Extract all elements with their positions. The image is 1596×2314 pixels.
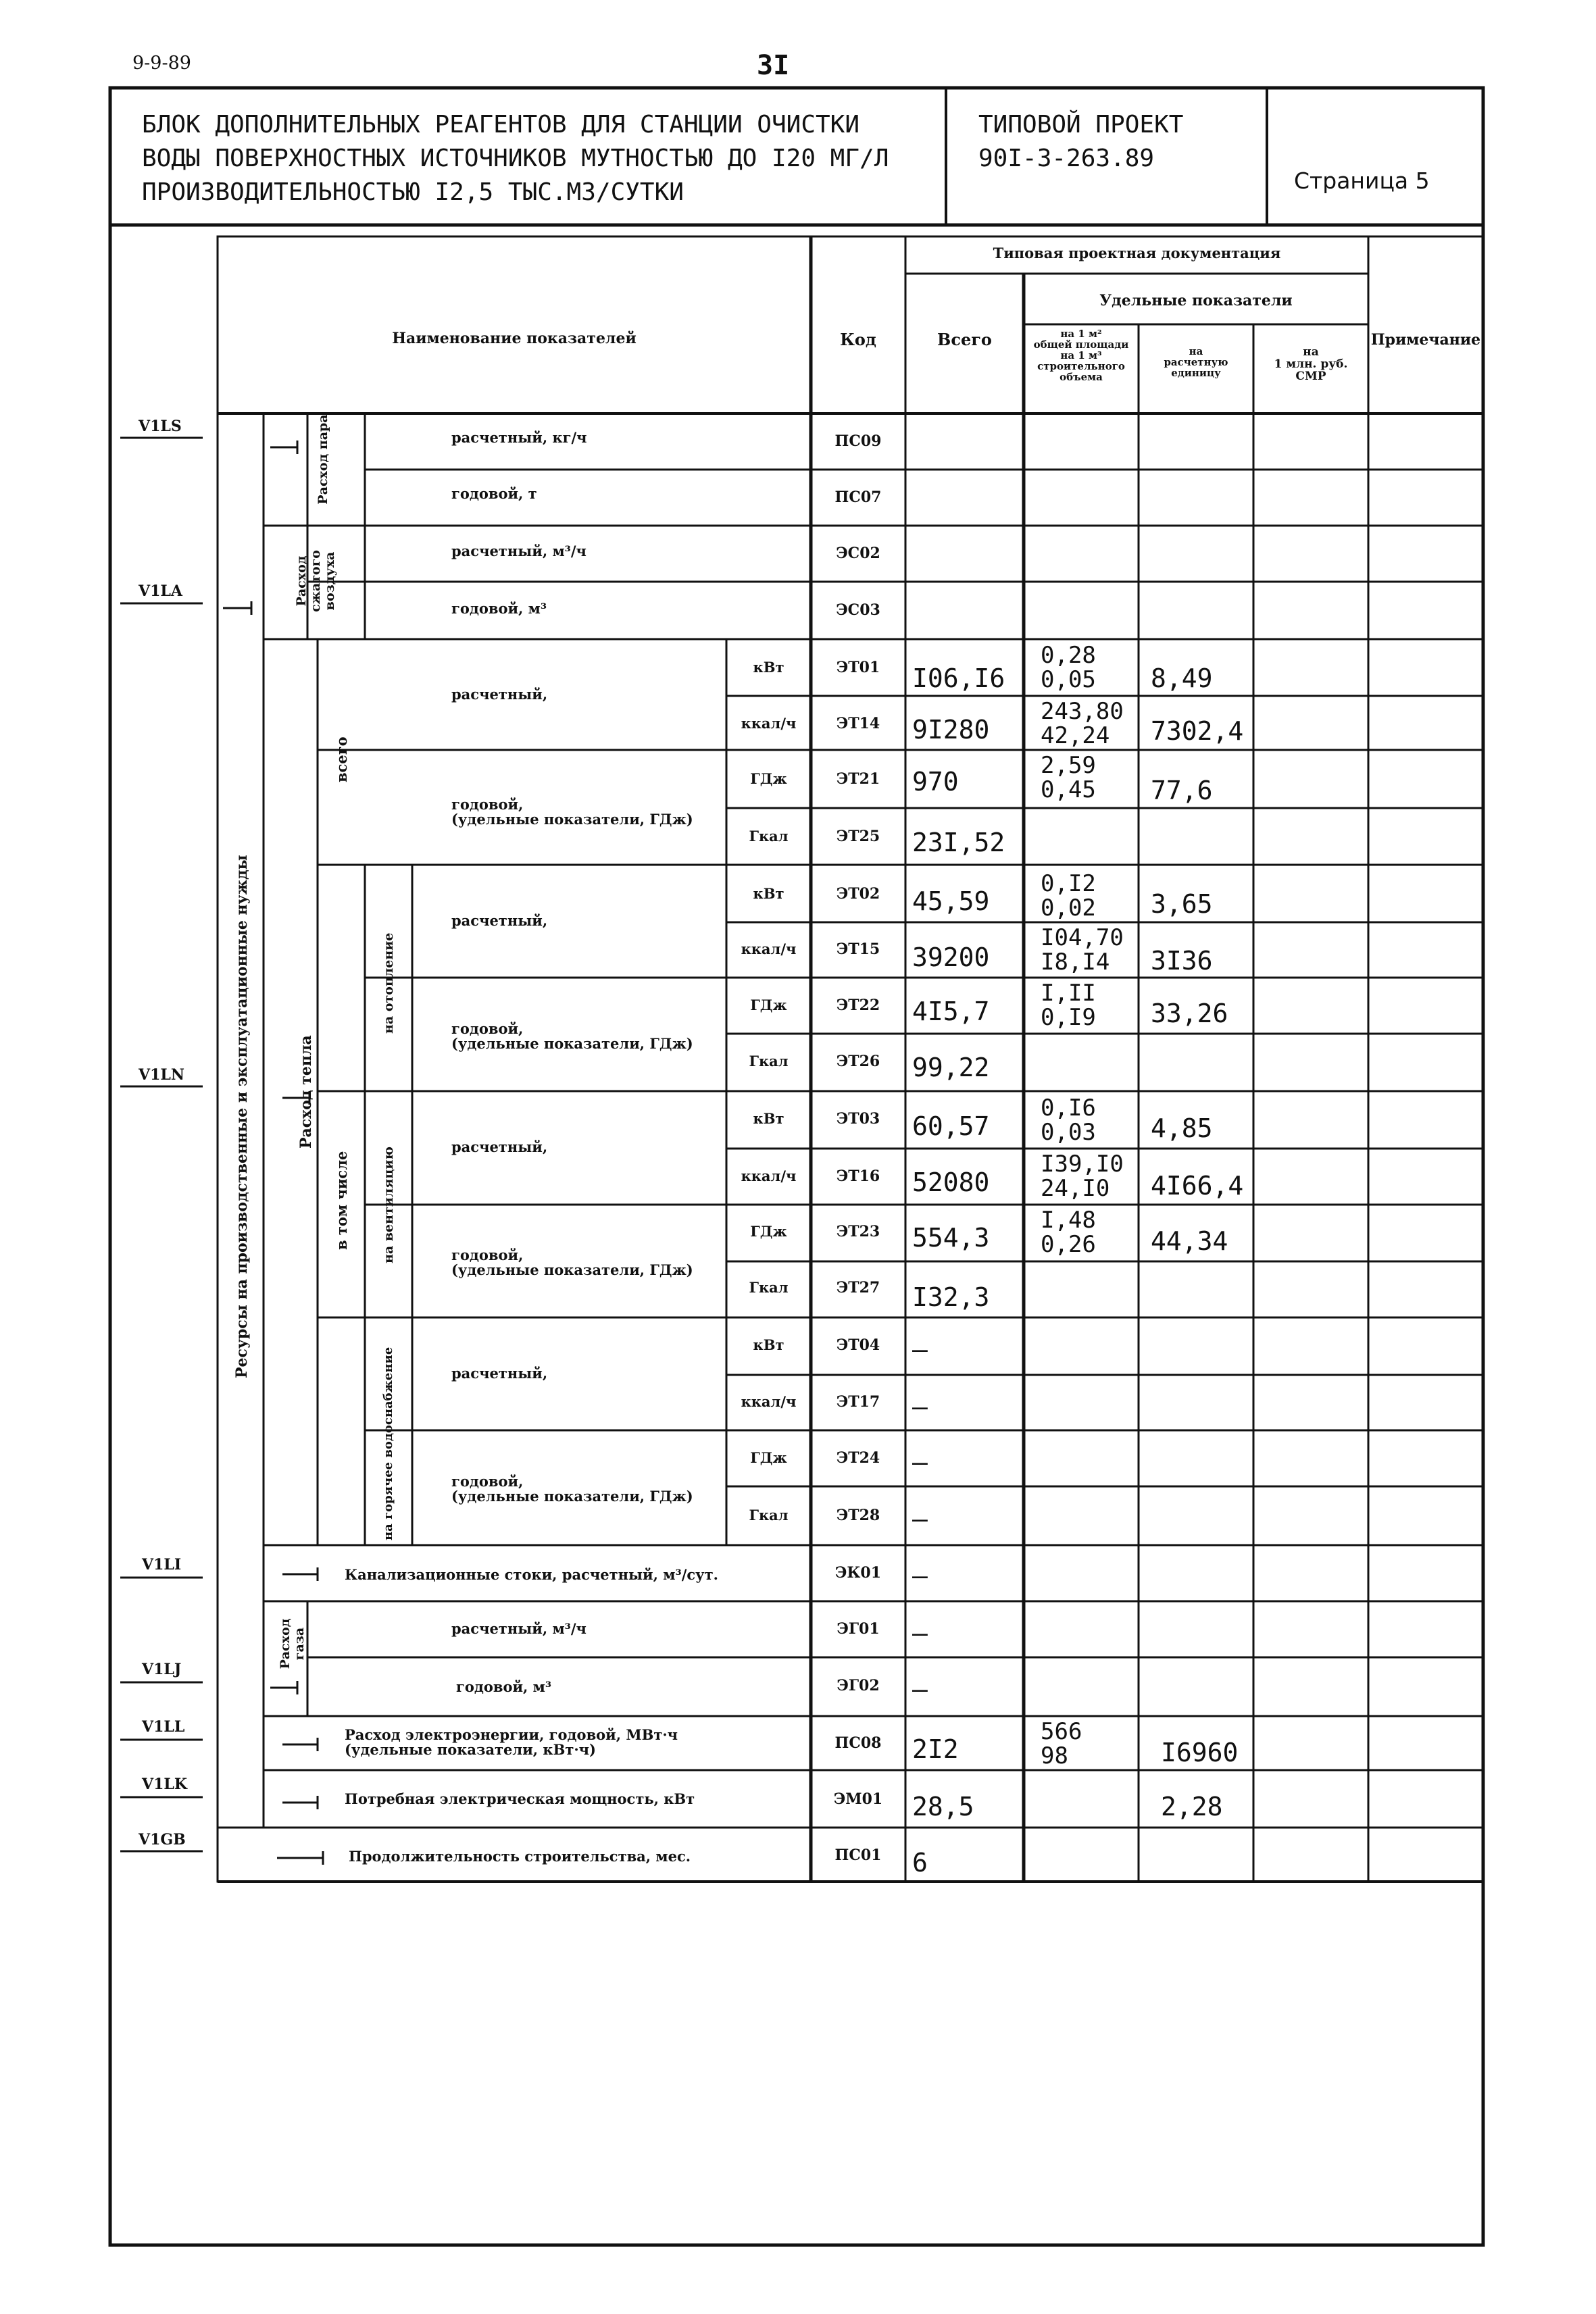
header-spec-per-m2-line: общей площади (1033, 338, 1129, 351)
row-code: ПС07 (834, 488, 882, 506)
row-unit: Гкал (749, 1279, 789, 1296)
row-spec-per-unit: 3I36 (1151, 946, 1213, 976)
group-hot-water: на горячее водоснабжение (381, 1347, 395, 1540)
header-spec-per-unit-line: единицу (1171, 367, 1221, 379)
header-spec-per-unit (1139, 346, 1253, 378)
title-line-1: БЛОК ДОПОЛНИТЕЛЬНЫХ РЕАГЕНТОВ ДЛЯ СТАНЦИИ ОЧИСТКИ (142, 111, 860, 139)
row-total: 52080 (912, 1167, 990, 1197)
row-label-note: (удельные показатели, ГДж) (451, 811, 693, 828)
spec-per-m3-value: 0,26 (1041, 1231, 1096, 1258)
sheet-number: 3I (757, 50, 790, 81)
row-unit: Гкал (749, 1507, 789, 1524)
row-label: годовой, м³ (456, 1678, 552, 1695)
header-spec-per-mln-line: СМР (1295, 370, 1326, 383)
row-code: ЭТ23 (836, 1223, 880, 1240)
row-code: ЭТ04 (836, 1336, 880, 1354)
spec-per-m2-value: I,II (1041, 980, 1096, 1007)
row-code: ПС09 (834, 432, 882, 450)
row-spec-per-unit: 2,28 (1161, 1792, 1223, 1821)
title-line-3: ПРОИЗВОДИТЕЛЬНОСТЬЮ I2,5 ТЫС.МЗ/СУТКИ (142, 178, 684, 206)
row-total: 554,3 (912, 1223, 990, 1253)
spec-per-m3-value: 24,I0 (1041, 1175, 1110, 1202)
row-total: 39200 (912, 942, 990, 972)
spec-per-m2-value: 2,59 (1041, 752, 1096, 779)
row-total: 45,59 (912, 886, 990, 916)
row-spec-per-m2 (1041, 926, 1124, 974)
row-code: ЭТ26 (836, 1053, 880, 1070)
spec-per-m3-value: 0,03 (1041, 1119, 1096, 1146)
row-code: ЭТ02 (836, 885, 880, 903)
spec-per-m3-value: 0,02 (1041, 895, 1096, 922)
spec-per-m2-value: I,48 (1041, 1207, 1096, 1234)
row-code: ЭТ03 (836, 1110, 880, 1128)
row-spec-per-unit: 7302,4 (1151, 716, 1244, 746)
group-steam: Расход пара (316, 414, 330, 505)
row-label: расчетный, м³/ч (451, 1620, 587, 1637)
spec-per-m2-value: I04,70 (1041, 924, 1124, 951)
project-number: 90I-3-263.89 (978, 145, 1155, 172)
row-code: ЭТ01 (836, 659, 880, 676)
row-code: ПС08 (834, 1734, 882, 1752)
header-spec-per-mln-line: 1 млн. руб. (1274, 357, 1348, 371)
spec-per-m2-value: 0,28 (1041, 642, 1096, 669)
row-label: расчетный, м³/ч (451, 543, 587, 559)
row-label-note: (удельные показатели, ГДж) (451, 1488, 693, 1505)
row-spec-per-unit: 4,85 (1151, 1113, 1213, 1143)
group-ventilation: на вентиляцию (381, 1147, 396, 1263)
row-code: ЭТ24 (836, 1449, 880, 1467)
row-total: – (912, 1334, 928, 1364)
row-label-note: (удельные показатели, кВт·ч) (345, 1741, 596, 1758)
side-code: V1LK (142, 1776, 187, 1793)
group-air: Расход сжатого воздуха (294, 550, 337, 612)
row-spec-per-m2 (1041, 753, 1096, 802)
title-line-2: ВОДЫ ПОВЕРХНОСТНЫХ ИСТОЧНИКОВ МУТНОСТЬЮ ДО I20 МГ/Л (142, 145, 889, 172)
row-total: – (912, 1504, 928, 1534)
row-code: ЭТ25 (836, 828, 880, 845)
corner-code: 9-9-89 (132, 53, 191, 74)
spec-per-m3-value: 0,05 (1041, 666, 1096, 693)
row-code: ЭГ01 (837, 1620, 880, 1638)
row-label: расчетный, (451, 912, 548, 929)
row-total: 99,22 (912, 1053, 990, 1082)
row-label-note: (удельные показатели, ГДж) (451, 1261, 693, 1278)
row-spec-per-unit: 4I66,4 (1151, 1171, 1244, 1201)
row-unit: Гкал (749, 828, 789, 845)
side-code: V1LJ (142, 1661, 182, 1678)
spec-per-m2-value: 243,80 (1041, 698, 1124, 725)
row-unit: ккал/ч (741, 940, 797, 957)
row-unit: ккал/ч (741, 1167, 797, 1184)
row-spec-per-unit: I6960 (1161, 1738, 1239, 1767)
row-total: 2I2 (912, 1734, 959, 1764)
spec-per-m2-value: 0,I2 (1041, 870, 1096, 897)
side-code: V1LN (139, 1066, 184, 1084)
row-unit: кВт (753, 1110, 784, 1127)
header-spec-per-m2-line: строительного (1037, 360, 1125, 372)
row-total: 28,5 (912, 1792, 974, 1821)
row-code: ЭТ17 (836, 1393, 880, 1411)
row-label: годовой, (451, 1020, 524, 1037)
row-label-note: (удельные показатели, ГДж) (451, 1035, 693, 1052)
row-label: Потребная электрическая мощность, кВт (345, 1790, 695, 1807)
spec-per-m2-value: I39,I0 (1041, 1151, 1124, 1178)
group-heat: Расход тепла (297, 1035, 315, 1149)
row-code: ЭТ15 (836, 940, 880, 958)
row-label: расчетный, (451, 1138, 548, 1155)
row-label: расчетный, кг/ч (451, 429, 587, 446)
row-label: годовой, м³ (451, 600, 547, 617)
row-code: ЭТ22 (836, 997, 880, 1014)
row-spec-per-unit: 3,65 (1151, 889, 1213, 919)
row-spec-per-m2 (1041, 1096, 1096, 1145)
header-spec-per-unit-line: на (1189, 345, 1203, 357)
row-code: ЭМ01 (833, 1790, 883, 1808)
row-spec-per-m2 (1041, 1208, 1096, 1257)
row-spec-per-m2 (1041, 981, 1096, 1030)
row-label: годовой, (451, 1473, 524, 1490)
row-label: Канализационные стоки, расчетный, м³/сут. (345, 1566, 718, 1583)
header-spec-per-mln (1253, 346, 1368, 382)
row-spec-per-unit: 33,26 (1151, 999, 1228, 1028)
header-name: Наименование показателей (392, 330, 637, 347)
group-gas: Расход газа (278, 1618, 307, 1669)
row-total: I06,I6 (912, 663, 1005, 693)
group-heating: на отопление (381, 932, 396, 1034)
row-code: ЭТ28 (836, 1507, 880, 1524)
row-unit: ГДж (750, 770, 787, 787)
row-unit: кВт (753, 659, 784, 676)
row-total: 60,57 (912, 1111, 990, 1141)
row-code: ПС01 (834, 1846, 882, 1864)
row-code: ЭТ21 (836, 770, 880, 788)
spec-per-m2-value: 566 (1041, 1718, 1082, 1745)
row-unit: ГДж (750, 997, 787, 1013)
group-resources: Ресурсы на производственные и эксплуатационные нужды (233, 855, 251, 1378)
side-code: V1LI (142, 1556, 182, 1574)
row-total: 23I,52 (912, 828, 1005, 857)
row-spec-per-unit: 77,6 (1151, 776, 1213, 805)
row-total: 9I280 (912, 715, 990, 745)
spec-per-m2-value: 0,I6 (1041, 1095, 1096, 1122)
header-spec-per-m2-line: на 1 м³ (1060, 349, 1102, 361)
row-code: ЭС02 (836, 545, 880, 562)
row-label: Продолжительность строительства, мес. (349, 1848, 691, 1865)
row-spec-per-m2 (1041, 1719, 1082, 1768)
row-unit: Гкал (749, 1053, 789, 1070)
side-code: V1LS (139, 418, 182, 435)
row-spec-per-m2 (1041, 699, 1124, 748)
row-total: 970 (912, 767, 959, 797)
row-label: расчетный, (451, 686, 548, 703)
row-spec-per-unit: 8,49 (1151, 663, 1213, 693)
row-total: – (912, 1674, 928, 1704)
side-code: V1GB (139, 1831, 186, 1848)
row-unit: ккал/ч (741, 715, 797, 732)
header-specific-group: Удельные показатели (1099, 292, 1293, 309)
row-total: – (912, 1447, 928, 1477)
spec-per-m3-value: 0,I9 (1041, 1004, 1096, 1031)
row-total: – (912, 1561, 928, 1590)
header-spec-per-mln-line: на (1303, 345, 1319, 359)
project-label: ТИПОВОЙ ПРОЕКТ (978, 111, 1184, 139)
row-label: годовой, (451, 796, 524, 813)
row-spec-per-unit: 44,34 (1151, 1226, 1228, 1256)
row-total: 4I5,7 (912, 997, 990, 1026)
page-label: Страница 5 (1294, 168, 1430, 194)
header-spec-per-m2-line: объема (1059, 371, 1103, 383)
header-spec-per-unit-line: расчетную (1164, 356, 1228, 368)
row-spec-per-m2 (1041, 872, 1096, 920)
row-total: 6 (912, 1848, 928, 1878)
row-label: расчетный, (451, 1365, 548, 1382)
row-code: ЭГ02 (837, 1677, 880, 1694)
row-unit: кВт (753, 1336, 784, 1353)
row-label: годовой, т (451, 485, 537, 502)
row-total: I32,3 (912, 1282, 990, 1312)
group-all: всего (333, 736, 350, 782)
header-spec-per-m2 (1024, 328, 1139, 382)
row-label: Расход электроэнергии, годовой, МВт·ч (345, 1726, 678, 1743)
row-code: ЭТ27 (836, 1279, 880, 1297)
row-unit: ГДж (750, 1449, 787, 1466)
header-total: Всего (937, 330, 992, 349)
header-spec-per-m2-line: на 1 м² (1060, 328, 1102, 340)
row-unit: кВт (753, 885, 784, 902)
row-spec-per-m2 (1041, 1152, 1124, 1201)
row-unit: ккал/ч (741, 1393, 797, 1410)
group-incl: в том числе (333, 1151, 350, 1250)
spec-per-m3-value: I8,I4 (1041, 949, 1110, 976)
row-code: ЭС03 (836, 601, 880, 619)
header-code: Код (840, 330, 876, 349)
row-code: ЭТ14 (836, 715, 880, 732)
side-code: V1LL (142, 1718, 185, 1736)
row-spec-per-m2 (1041, 643, 1096, 692)
side-code: V1LA (139, 582, 182, 600)
row-total: – (912, 1392, 928, 1422)
row-total: – (912, 1618, 928, 1648)
row-code: ЭК01 (834, 1564, 882, 1582)
row-unit: ГДж (750, 1223, 787, 1240)
header-note: Примечание (1370, 331, 1481, 349)
spec-per-m3-value: 0,45 (1041, 776, 1096, 803)
row-label: годовой, (451, 1247, 524, 1263)
spec-per-m3-value: 42,24 (1041, 722, 1110, 749)
header-doc-group: Типовая проектная документация (993, 245, 1281, 261)
spec-per-m3-value: 98 (1041, 1742, 1068, 1769)
row-code: ЭТ16 (836, 1167, 880, 1185)
